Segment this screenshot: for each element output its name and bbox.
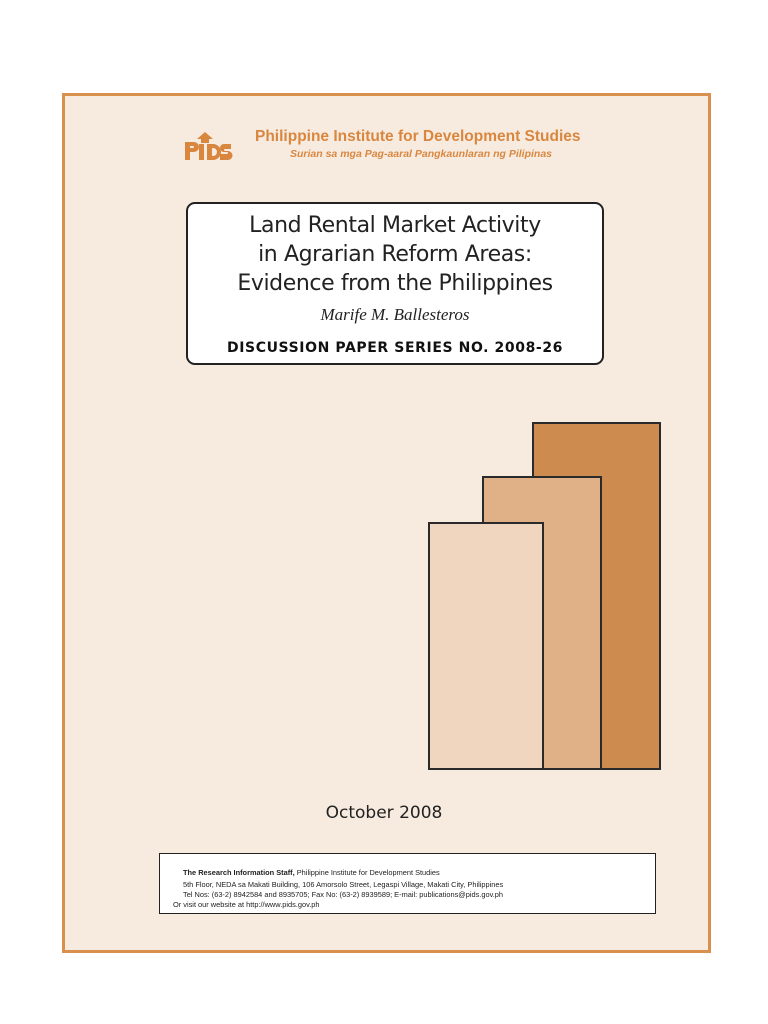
footer-website[interactable]: Or visit our website at http://www.pids.gov.ph [173,900,320,909]
decorative-bars [428,422,664,772]
title-line: in Agrarian Reform Areas: [258,242,532,267]
title-line: Land Rental Market Activity [249,213,541,238]
bar-light [428,522,544,770]
footer-staff-line [183,868,440,878]
footer-address: 5th Floor, NEDA sa Makati Building, 106 Amorsolo Street, Legaspi Village, Makati City, Philippines [183,880,504,889]
publication-date: October 2008 [325,803,443,823]
pids-logo-icon [183,130,243,162]
contact-footer [159,853,656,914]
title-line: Evidence from the Philippines [237,271,553,296]
footer-staff-label: The Research Information Staff, [183,868,295,877]
series-number: DISCUSSION PAPER SERIES NO. 2008-26 [227,340,563,356]
institute-name: Philippine Institute for Development Studies [255,128,581,145]
institute-header [183,128,623,164]
institute-tagline: Surian sa mga Pag-aaral Pangkaunlaran ng Pilipinas [290,148,553,160]
title-box [186,202,604,365]
footer-contact: Tel Nos: (63-2) 8942584 and 8935705; Fax No: (63-2) 8939589; E-mail: publications@pids.gov.ph [183,890,504,899]
author-name: Marife M. Ballesteros [320,305,470,324]
pids-logo [183,130,243,162]
paper-title [188,211,602,298]
footer-staff-org: Philippine Institute for Development Studies [294,868,440,877]
